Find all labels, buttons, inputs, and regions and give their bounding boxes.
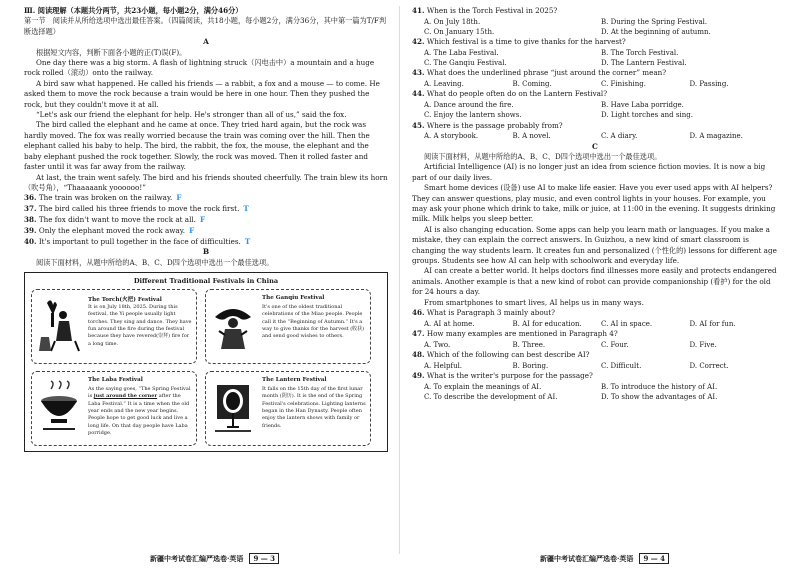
festivals-box [24,272,388,452]
question-43: 43. What does the underlined phrase “just around the corner” mean? A. Leaving. B. Coming. C. Finishing. D. Passing. [412,68,729,89]
passage-a-paragraph: “Let's ask our friend the elephant for help. He's stronger than all of us,” said the fox. [36,110,347,120]
laba-porridge-illustration-icon [37,379,81,435]
festival-title: The Laba Festival [88,377,143,384]
passage-c-paragraph: Smart home devices (设备) use AI to make life easier. Have you ever used apps with AI helpers? They can answer questions, play music, and even control lights in your houses. For example, you may ask your phone which drink to take, milk or juice, at 11:00 in the evening. It suggests drinking milk. Milk helps you sleep better. [412,183,776,224]
part1-title: 第一节 阅读并从所给选项中选出最佳答案。（四篇阅读，共18小题，每小题2分，满分36分，其中第一篇为T/F判断选择题） [24,16,387,36]
question-49: 49. What is the writer's purpose for the passage? A. To explain the meanings of AI. B. To introduce the history of AI. C. To describe the development of AI. D. To show the advantages of AI. [412,371,718,402]
passage-a-label: A [203,37,209,47]
footer-text: 新疆中考试卷汇编严选卷·英语 [540,553,634,563]
passage-c-intro: 阅读下面材料，从题中所给的A、B、C、D四个选项中选出一个最佳选项。 [424,152,662,162]
festival-title: The Lantern Festival [262,377,327,384]
passage-c-paragraph: AI is also changing education. Some apps can help you learn math or languages. If you make a mistake, they can explain the correct answers. In Guizhou, a new kind of smart classroom is changing the way students learn. It creates fun and personalized (个性化的) lessons for different age groups. Students see how AI can help with schoolwork and everyday life. [412,224,777,266]
question-41: 41. When is the Torch Festival in 2025? A. On July 18th. B. During the Spring Festival. C. On January 15th. D. At the beginning of autumn. [412,6,711,36]
left-footer [150,553,279,564]
tf-answer-mark: F [199,214,206,224]
festival-title: The Torch(火把) Festival [88,297,162,304]
festival-text: It's one of the oldest traditional celebrations of the Miao people. People call it the “Beginning of Autumn.” It's a way to give thanks for the harvest (收获) and send good wishes to others. [262,304,365,340]
festival-card [205,289,371,364]
torch-festival-illustration-icon [37,297,81,353]
tf-question: 39. Only the elephant moved the rock away. F [24,225,195,235]
ganqiu-festival-illustration-icon [211,297,255,353]
passage-a-paragraph: One day there was a big storm. A flash of lightning struck（闪电击中）a mountain and a huge rock rolled（滚动）onto the railway. [24,58,375,78]
lantern-festival-illustration-icon [211,379,255,435]
section-title: Ⅲ. 阅读理解（本题共分两节，共23小题，每小题2分，满分46分） [24,6,243,15]
question-42: 42. Which festival is a time to give thanks for the harvest? A. The Laba Festival. B. The Torch Festival. C. The Ganqiu Festival. D. The Lantern Festival. [412,37,687,68]
festival-text: It is on July 18th, 2025. During this festival, the Yi people usually light torches. They sing and dance. They have fun around the fire during the festival because they have revered(崇拜) fire for a long time. [88,304,192,347]
page-divider [399,6,400,554]
festivals-box-title: Different Traditional Festivals in China [133,277,279,286]
festival-card [31,289,197,364]
tf-answer-mark: F [176,193,182,203]
tf-answer-mark: T [244,236,251,246]
festival-card [205,371,371,446]
right-page [412,6,778,402]
festival-text: As the saying goes, “The Spring Festival is just around the corner after the Laba Festival.” It is a time when the old year ends and the new year begins. People hope to get good luck and live a long life. On that day people have Laba porridge. [88,386,191,436]
passage-b-intro: 阅读下面材料，从题中所给的A、B、C、D四个选项中选出一个最佳选项。 [36,257,274,267]
passage-c-paragraph: AI can create a better world. It helps doctors find illnesses more easily and protects endangered animals. Another example is that a new kind of robot can provide companionship (看护) for the old for 24 hours a day. [412,266,777,297]
left-page [24,6,388,452]
tf-question: 36. The train was broken on the railway. F [24,193,182,203]
question-46: 46. What is Paragraph 3 mainly about? A. AI at home. B. AI for education. C. AI in space. D. AI for fun. [412,308,736,328]
footer-text: 新疆中考试卷汇编严选卷·英语 [150,553,244,563]
passage-b-label: B [202,247,210,257]
passage-c-label: C [592,141,598,151]
passage-a-paragraph: At last, the train went safely. The bird and his friends shouted cheerfully. The train blew its horn（吹号角），“Thaaaaank yoooooo!” [24,172,388,192]
passage-a-paragraph: The bird called the elephant and he came at once. They tried hard again, but the rock was hardly moved. The fox was really worried because the train was coming over the hill. Then the elephant called his baby to help. The bird, the rabbit, the fox, the mouse, the elephant and the baby elephant pushed the rock together. Slowly, the rock was moved. Then it rolled faster and faster until it was far away from the railway. [24,120,370,172]
tf-question: 40. It's important to pull together in the face of difficulties. T [24,236,251,246]
tf-questions [24,193,388,247]
passage-a-paragraph: A bird saw what happened. He called his friends — a rabbit, a fox and a mouse — to come. He asked them to move the rock because a train would be here in one hour. Then they pushed the rock, but they couldn't move it at all. [24,78,380,109]
passage-a-intro: 根据短文内容，判断下面各小题的正(T)误(F)。 [36,47,187,57]
footer-page-number: 9 — 3 [249,553,279,564]
festival-title: The Ganqiu Festival [262,295,325,302]
question-45: 45. Where is the passage probably from? A. A storybook. B. A novel. C. A diary. D. A magazine. [412,120,743,141]
tf-question: 37. The bird called his three friends to move the rock first. T [24,204,249,214]
right-footer [540,553,669,564]
footer-page-number: 9 — 4 [639,553,669,564]
tf-question: 38. The fox didn't want to move the rock at all. F [24,214,206,224]
tf-answer-mark: T [243,204,249,214]
question-44: 44. What do people often do on the Lantern Festival? A. Dance around the fire. B. Have Laba porridge. C. Enjoy the lantern shows. D. Light torches and sing. [412,89,693,120]
question-48: 48. Which of the following can best describe AI? A. Helpful. B. Boring. C. Difficult. D. Correct. [412,350,729,370]
question-47: 47. How many examples are mentioned in Paragraph 4? A. Two. B. Three. C. Four. D. Five. [412,329,717,349]
passage-c-paragraph: From smartphones to smart lives, AI helps us in many ways. [424,297,644,307]
tf-answer-mark: F [189,225,195,235]
festival-card [31,371,197,446]
passage-c-paragraph: Artificial Intelligence (AI) is no longer just an idea from science fiction movies. It is now a big part of our daily lives. [412,162,766,182]
festival-text: It falls on the 15th day of the first lunar month (阴历). It is the end of the Spring Festival's celebrations. Lighting lanterns began in the Han Dynasty. People often enjoy the lantern shows with family or friends. [262,386,366,429]
